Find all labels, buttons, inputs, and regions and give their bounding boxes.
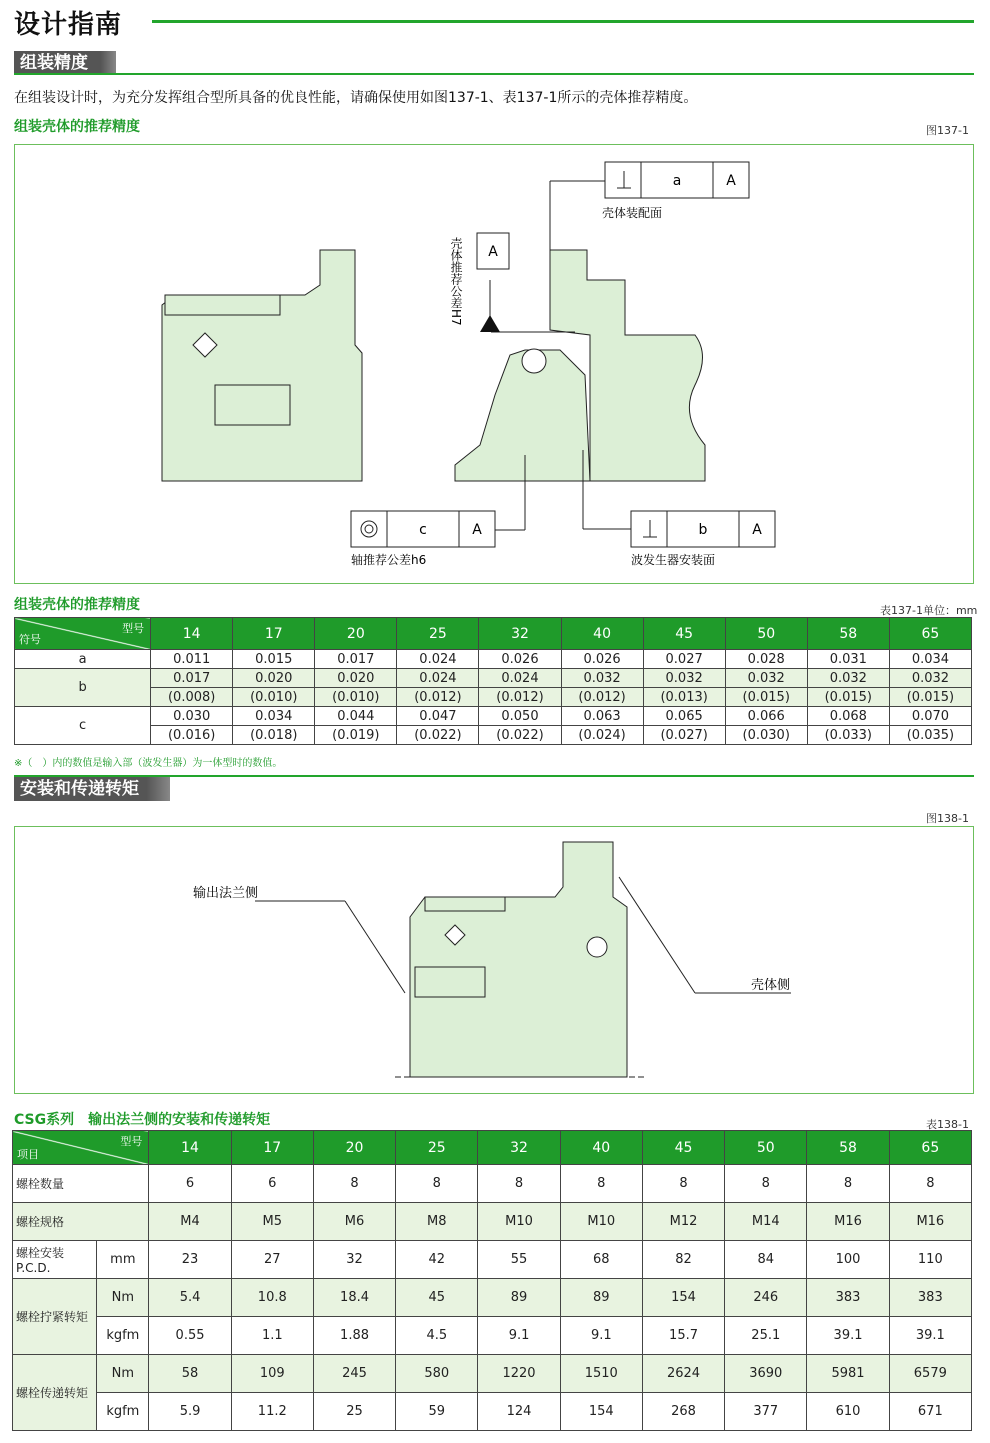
cell: 5.9 <box>149 1393 231 1431</box>
table-row <box>13 1165 972 1203</box>
cell: M16 <box>889 1203 971 1241</box>
figure-137-frame <box>14 144 974 584</box>
cell: 0.070 <box>889 707 971 726</box>
cell: 68 <box>560 1241 642 1279</box>
cell: 3690 <box>725 1355 807 1393</box>
fc-b-symbol: b <box>698 522 708 538</box>
size-25: 25 <box>397 618 479 650</box>
intro-text: 在组装设计时，为充分发挥组合型所具备的优良性能，请确保使用如图137-1、表137-1所示的壳体推荐精度。 <box>14 90 698 106</box>
cell: 42 <box>396 1241 478 1279</box>
label-wg-face: 波发生器安装面 <box>631 553 716 567</box>
cell: 0.015 <box>233 650 315 669</box>
fc-c-ref: A <box>472 522 482 538</box>
size-45: 45 <box>643 618 725 650</box>
unit-cell: kgfm <box>97 1317 149 1355</box>
fc-a-ref: A <box>726 173 736 189</box>
table-row <box>13 1203 972 1241</box>
cell: (0.016) <box>151 726 233 745</box>
cell: M10 <box>560 1203 642 1241</box>
cell: (0.012) <box>397 688 479 707</box>
figure-138-frame <box>14 826 974 1094</box>
cell: 0.011 <box>151 650 233 669</box>
size-25: 25 <box>396 1131 478 1165</box>
table-row <box>13 1241 972 1279</box>
size-50: 50 <box>725 1131 807 1165</box>
cell: (0.010) <box>315 688 397 707</box>
row-label: 螺栓安装P.C.D. <box>13 1241 97 1279</box>
cell: 0.032 <box>807 669 889 688</box>
cell: 58 <box>149 1355 231 1393</box>
cell: (0.033) <box>807 726 889 745</box>
cell: 8 <box>478 1165 560 1203</box>
cell: 268 <box>642 1393 724 1431</box>
size-32: 32 <box>478 1131 560 1165</box>
cell: 0.032 <box>725 669 807 688</box>
row-label: 螺栓拧紧转矩 <box>13 1279 97 1355</box>
title-rule <box>152 20 974 23</box>
section-heading-assembly-accuracy: 组装精度 <box>14 51 116 75</box>
cell: 32 <box>313 1241 395 1279</box>
cell: (0.035) <box>889 726 971 745</box>
table-ref-138: 表138-1 <box>926 1118 969 1131</box>
table-header-row <box>13 1131 972 1165</box>
cell: 9.1 <box>560 1317 642 1355</box>
fc-c-symbol: c <box>419 522 427 538</box>
cell: 0.026 <box>561 650 643 669</box>
cell: M6 <box>313 1203 395 1241</box>
cell: 0.066 <box>725 707 807 726</box>
cell: M5 <box>231 1203 313 1241</box>
cell: 154 <box>560 1393 642 1431</box>
cell: 109 <box>231 1355 313 1393</box>
corner-bottom: 项目 <box>17 1148 39 1161</box>
table-row <box>15 669 972 688</box>
cell: 84 <box>725 1241 807 1279</box>
wg-ball <box>522 349 546 373</box>
leader-line <box>619 877 695 993</box>
fc-a-symbol: a <box>672 173 682 189</box>
table-row <box>15 726 972 745</box>
cell: 0.024 <box>397 650 479 669</box>
cell: 2624 <box>642 1355 724 1393</box>
table-caption-138: CSG系列 输出法兰侧的安装和传递转矩 <box>14 1112 271 1128</box>
size-14: 14 <box>149 1131 231 1165</box>
label-housing-side: 壳体侧 <box>751 978 791 993</box>
bolt-shape <box>165 295 280 315</box>
table-row <box>15 707 972 726</box>
cell: 1.1 <box>231 1317 313 1355</box>
cell: (0.030) <box>725 726 807 745</box>
cell: M16 <box>807 1203 889 1241</box>
cell: M4 <box>149 1203 231 1241</box>
unit-cell: Nm <box>97 1279 149 1317</box>
cell: 0.050 <box>479 707 561 726</box>
cell: 59 <box>396 1393 478 1431</box>
size-40: 40 <box>561 618 643 650</box>
cell: 6 <box>149 1165 231 1203</box>
cell: 9.1 <box>478 1317 560 1355</box>
unit-cell: mm <box>97 1241 149 1279</box>
cell: M8 <box>396 1203 478 1241</box>
section-heading-torque: 安装和传递转矩 <box>14 777 170 801</box>
table-header-row <box>15 618 972 650</box>
cell: 0.017 <box>315 650 397 669</box>
cell: 0.032 <box>643 669 725 688</box>
cell: 11.2 <box>231 1393 313 1431</box>
cell: 39.1 <box>807 1317 889 1355</box>
row-label: 螺栓传递转矩 <box>13 1355 97 1431</box>
table-note: ※（ ）内的数值是输入部（波发生器）为一体型时的数值。 <box>14 758 283 769</box>
datum-letter: A <box>488 244 498 260</box>
cell: 0.027 <box>643 650 725 669</box>
size-20: 20 <box>315 618 397 650</box>
cell: (0.027) <box>643 726 725 745</box>
cell: 0.020 <box>233 669 315 688</box>
cell: 8 <box>807 1165 889 1203</box>
inner-bolt <box>415 967 485 997</box>
cell: M14 <box>725 1203 807 1241</box>
cell: 0.032 <box>889 669 971 688</box>
cell: (0.022) <box>397 726 479 745</box>
table-ref-137: 表137-1单位：mm <box>880 604 978 617</box>
cell: M12 <box>642 1203 724 1241</box>
wg-ball <box>587 937 607 957</box>
cell: 0.034 <box>889 650 971 669</box>
cell: 610 <box>807 1393 889 1431</box>
row-label: 螺栓规格 <box>13 1203 149 1241</box>
cell: 0.034 <box>233 707 315 726</box>
cell: 246 <box>725 1279 807 1317</box>
cell: (0.024) <box>561 726 643 745</box>
row-symbol: b <box>15 669 151 707</box>
size-58: 58 <box>807 1131 889 1165</box>
accuracy-table <box>14 617 972 745</box>
cell: (0.019) <box>315 726 397 745</box>
unit-cell: kgfm <box>97 1393 149 1431</box>
label-shaft: 轴推荐公差h6 <box>351 553 427 567</box>
cell: (0.012) <box>479 688 561 707</box>
cell: 1220 <box>478 1355 560 1393</box>
cell: (0.015) <box>889 688 971 707</box>
size-45: 45 <box>642 1131 724 1165</box>
corner-bottom: 符号 <box>19 633 41 646</box>
label-housing-fit: 壳体装配面 <box>602 206 663 220</box>
cell: 15.7 <box>642 1317 724 1355</box>
fc-b-ref: A <box>752 522 762 538</box>
cell: 0.024 <box>397 669 479 688</box>
cell: 0.032 <box>561 669 643 688</box>
cell: (0.015) <box>725 688 807 707</box>
cell: (0.018) <box>233 726 315 745</box>
cell: 383 <box>889 1279 971 1317</box>
cell: 0.028 <box>725 650 807 669</box>
cell: 25.1 <box>725 1317 807 1355</box>
size-17: 17 <box>233 618 315 650</box>
cell: 89 <box>560 1279 642 1317</box>
table-row <box>13 1393 972 1431</box>
cell: 0.063 <box>561 707 643 726</box>
cell: 100 <box>807 1241 889 1279</box>
cell: 23 <box>149 1241 231 1279</box>
cell: 39.1 <box>889 1317 971 1355</box>
size-20: 20 <box>313 1131 395 1165</box>
table-row <box>13 1317 972 1355</box>
cell: (0.015) <box>807 688 889 707</box>
cell: 8 <box>725 1165 807 1203</box>
assembly-shape <box>410 842 627 1077</box>
corner-top: 型号 <box>122 622 145 635</box>
cell: 8 <box>313 1165 395 1203</box>
cell: 124 <box>478 1393 560 1431</box>
cell: 8 <box>889 1165 971 1203</box>
cell: 10.8 <box>231 1279 313 1317</box>
wave-generator-shape <box>455 350 590 481</box>
cell: 45 <box>396 1279 478 1317</box>
corner-top: 型号 <box>120 1135 143 1148</box>
cell: 0.55 <box>149 1317 231 1355</box>
output-flange-shape <box>162 250 362 481</box>
cell: 25 <box>313 1393 395 1431</box>
table-row <box>13 1355 972 1393</box>
table-corner <box>13 1131 149 1165</box>
cell: (0.013) <box>643 688 725 707</box>
torque-table <box>12 1130 972 1431</box>
cell: 1510 <box>560 1355 642 1393</box>
cell: 4.5 <box>396 1317 478 1355</box>
size-65: 65 <box>889 618 971 650</box>
cell: 377 <box>725 1393 807 1431</box>
cell: M10 <box>478 1203 560 1241</box>
unit-cell: Nm <box>97 1355 149 1393</box>
leader-line <box>345 901 405 993</box>
figure-ref-137: 图137-1 <box>926 124 969 137</box>
cell: 8 <box>396 1165 478 1203</box>
cell: (0.012) <box>561 688 643 707</box>
cell: 18.4 <box>313 1279 395 1317</box>
cell: 0.020 <box>315 669 397 688</box>
figure-ref-138: 图138-1 <box>926 812 969 825</box>
cell: 580 <box>396 1355 478 1393</box>
figure-caption: 组装壳体的推荐精度 <box>14 119 140 135</box>
cell: 0.068 <box>807 707 889 726</box>
cell: 89 <box>478 1279 560 1317</box>
cell: 55 <box>478 1241 560 1279</box>
table-row <box>15 650 972 669</box>
cell: 0.031 <box>807 650 889 669</box>
cell: 27 <box>231 1241 313 1279</box>
cell: 6579 <box>889 1355 971 1393</box>
cell: 0.065 <box>643 707 725 726</box>
cell: 0.047 <box>397 707 479 726</box>
cell: 383 <box>807 1279 889 1317</box>
cell: 110 <box>889 1241 971 1279</box>
cell: 0.044 <box>315 707 397 726</box>
size-14: 14 <box>151 618 233 650</box>
cell: 8 <box>642 1165 724 1203</box>
cell: 5981 <box>807 1355 889 1393</box>
table-corner <box>15 618 151 650</box>
cell: 0.026 <box>479 650 561 669</box>
page-title: 设计指南 <box>14 10 123 40</box>
table-caption-137: 组装壳体的推荐精度 <box>14 597 140 613</box>
table-row <box>13 1279 972 1317</box>
cell: 671 <box>889 1393 971 1431</box>
row-symbol: a <box>15 650 151 669</box>
bolt-shape <box>425 897 505 911</box>
torque-drawing <box>15 827 973 1093</box>
table-row <box>15 688 972 707</box>
section-rule <box>14 73 974 75</box>
cell: 8 <box>560 1165 642 1203</box>
size-50: 50 <box>725 618 807 650</box>
label-housing-bore: 壳体推荐公差H7 <box>449 237 463 326</box>
datum-triangle <box>480 315 500 332</box>
size-40: 40 <box>560 1131 642 1165</box>
label-output-flange: 输出法兰侧 <box>193 886 259 901</box>
cell: 1.88 <box>313 1317 395 1355</box>
cell: 0.017 <box>151 669 233 688</box>
size-32: 32 <box>479 618 561 650</box>
size-65: 65 <box>889 1131 971 1165</box>
cell: 0.024 <box>479 669 561 688</box>
section-rule <box>14 775 974 777</box>
cell: 5.4 <box>149 1279 231 1317</box>
assembly-drawing <box>15 145 973 583</box>
cell: (0.010) <box>233 688 315 707</box>
cell: (0.022) <box>479 726 561 745</box>
cell: (0.008) <box>151 688 233 707</box>
size-17: 17 <box>231 1131 313 1165</box>
row-symbol: c <box>15 707 151 745</box>
cell: 82 <box>642 1241 724 1279</box>
size-58: 58 <box>807 618 889 650</box>
cell: 6 <box>231 1165 313 1203</box>
row-label: 螺栓数量 <box>13 1165 149 1203</box>
inner-bolt <box>215 385 290 425</box>
cell: 0.030 <box>151 707 233 726</box>
cell: 245 <box>313 1355 395 1393</box>
cell: 154 <box>642 1279 724 1317</box>
